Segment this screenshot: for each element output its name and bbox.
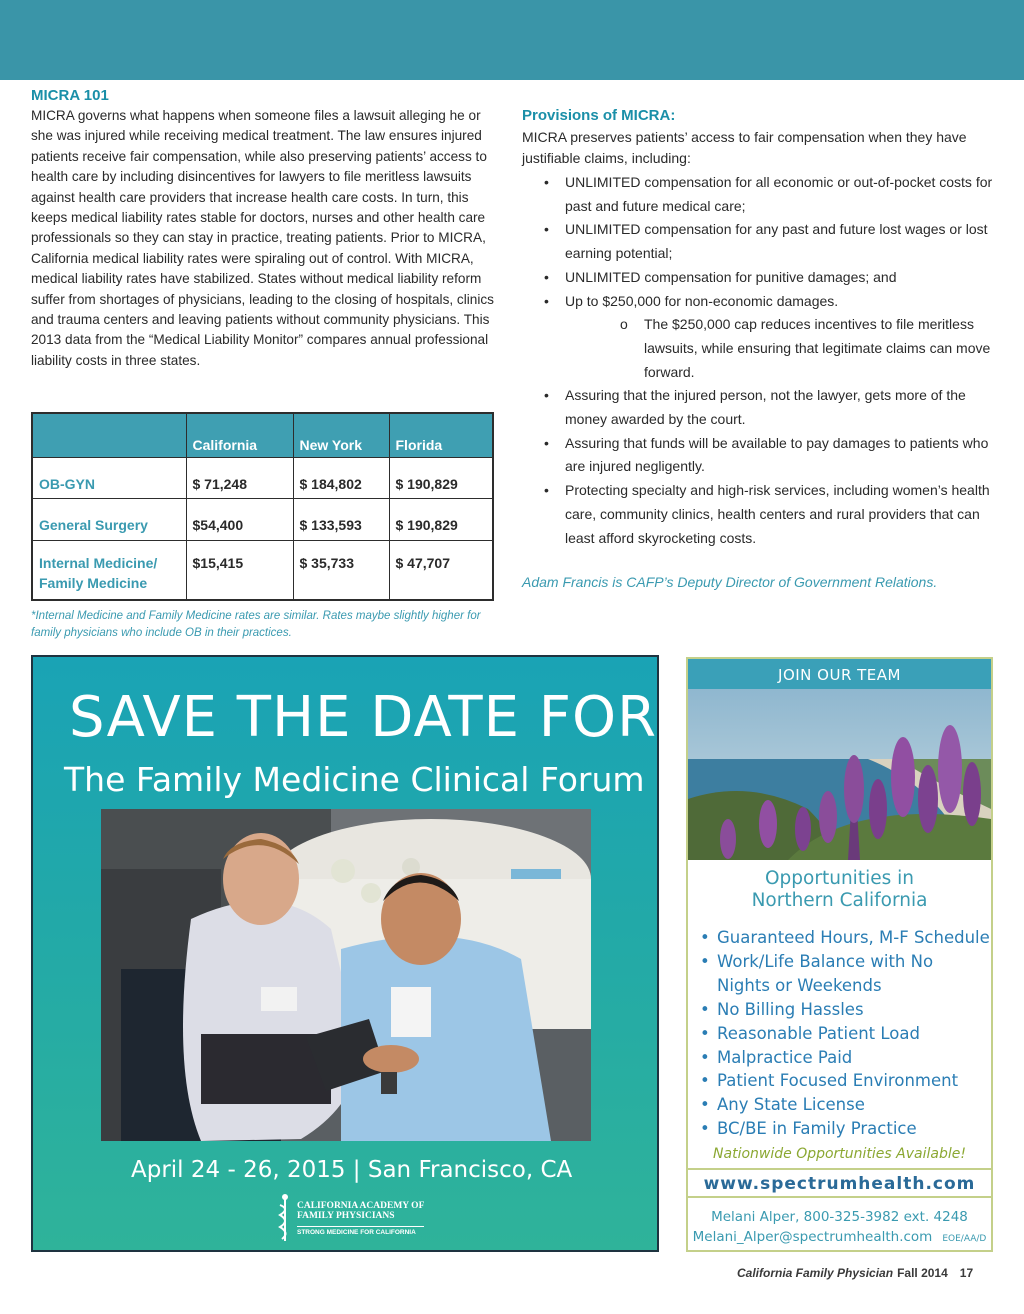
event-date-location: April 24 - 26, 2015 | San Francisco, CA — [131, 1157, 573, 1183]
forum-subtitle: The Family Medicine Clinical Forum — [64, 760, 645, 799]
contact-phone: Melani Alper, 800-325-3982 ext. 4248 — [711, 1209, 968, 1225]
bullet-icon: • — [700, 1119, 710, 1139]
contact-email[interactable]: Melani_Alper@spectrumhealth.com — [692, 1229, 933, 1245]
list-item: • BC/BE in Family Practice — [688, 1117, 991, 1141]
list-item: • Any State License — [688, 1093, 991, 1117]
table-header-cell: California — [186, 413, 293, 457]
table-row — [32, 541, 493, 600]
join-our-team-ad — [686, 657, 993, 1252]
logo-tagline: STRONG MEDICINE FOR CALIFORNIA — [297, 1226, 424, 1236]
caduceus-icon — [277, 1193, 293, 1243]
cafp-logo — [277, 1193, 424, 1243]
bullet-icon: • — [544, 387, 549, 404]
bullet-icon: • — [544, 292, 549, 309]
bullet-icon: • — [544, 221, 549, 238]
list-item: • UNLIMITED compensation for any past and future lost wages or lost earning potential; — [522, 218, 997, 265]
join-title-line2: Northern California — [751, 890, 928, 911]
list-item: • Patient Focused Environment — [688, 1069, 991, 1093]
save-the-date-ad — [31, 655, 659, 1252]
issue-label: Fall 2014 — [897, 1266, 948, 1280]
top-color-band — [0, 0, 1024, 80]
micra-101-body: MICRA governs what happens when someone files a lawsuit alleging he or she was injured while receiving medical treatment. The law ensures injured patients receive fair compensation, while also preserving patients’ access to health care by including disincentives for lawyers to file meritless lawsuits against health care providers that increase health care costs. In turn, this keeps medical liability rates stable for doctors, nurses and other health care professionals so they can stay in practice, treating patients. Prior to MICRA, California medical liability rates were spiraling out of control. With MICRA, medical liability rates have stabilized. States without medical liability reform suffer from shortages of physicians, leading to the closing of hospitals, clinics and trauma centers and leaving patients without community physicians. This 2013 data from the “Medical Liability Monitor” compares annual professional liability costs in three states. — [31, 108, 494, 368]
logo-org-line2: FAMILY PHYSICIANS — [297, 1210, 395, 1221]
bullet-icon: • — [544, 434, 549, 451]
bullet-icon: • — [544, 482, 549, 499]
list-item: • Up to $250,000 for non-economic damages. — [522, 290, 997, 314]
conference-photo-icon — [101, 809, 591, 1141]
bullet-icon: • — [700, 1023, 710, 1043]
table-cell: $ 184,802 — [293, 457, 389, 499]
nationwide-note: Nationwide Opportunities Available! — [713, 1146, 966, 1163]
logo-org-line1: CALIFORNIA ACADEMY OF — [297, 1200, 425, 1211]
bullet-icon: • — [700, 999, 710, 1019]
table-header-row — [32, 413, 493, 457]
table-header-cell: New York — [293, 413, 389, 457]
join-title — [688, 868, 991, 912]
bullet-icon: • — [700, 1095, 710, 1115]
eoe-note: EOE/AA/D — [942, 1234, 987, 1244]
table-corner-cell — [32, 413, 186, 457]
list-item: • Work/Life Balance with No Nights or Weekends — [700, 951, 934, 995]
list-item: • Reasonable Patient Load — [688, 1022, 991, 1046]
table-row-label: Internal Medicine/ Family Medicine — [32, 541, 186, 600]
bullet-icon: • — [700, 1071, 710, 1091]
provisions-section — [522, 106, 997, 593]
bullet-icon: • — [700, 951, 710, 971]
list-item: • Assuring that the injured person, not the lawyer, gets more of the money awarded by the court. — [522, 384, 997, 431]
bullet-icon: • — [700, 1047, 710, 1067]
list-item: • UNLIMITED compensation for all economic or out-of-pocket costs for past and future medical care; — [522, 171, 997, 218]
save-the-date-title: SAVE THE DATE FOR — [69, 685, 657, 750]
list-item: • No Billing Hassles — [688, 998, 991, 1022]
list-item: • Assuring that funds will be available to pay damages to patients who are injured negligently. — [522, 432, 997, 479]
bullet-icon: • — [544, 268, 549, 285]
join-title-line1: Opportunities in — [765, 868, 914, 889]
table-cell: $ 71,248 — [186, 457, 293, 499]
liability-cost-table — [31, 412, 494, 601]
table-cell: $ 35,733 — [293, 541, 389, 600]
provisions-heading: Provisions of MICRA: — [522, 107, 676, 124]
table-footnote: *Internal Medicine and Family Medicine rates are similar. Rates maybe slightly higher for family physicians who include OB in their practices. — [31, 610, 481, 639]
table-header-cell: Florida — [389, 413, 493, 457]
list-item: • UNLIMITED compensation for punitive damages; and — [522, 266, 997, 290]
provisions-list — [522, 171, 997, 550]
table-row — [32, 457, 493, 499]
list-item: • Guaranteed Hours, M-F Schedule — [688, 926, 991, 950]
coastal-flowers-photo-icon — [688, 689, 991, 860]
page-number: 17 — [959, 1266, 974, 1280]
contact-info — [688, 1207, 991, 1249]
table-cell: $54,400 — [186, 499, 293, 541]
provisions-intro: MICRA preserves patients’ access to fair compensation when they have justifiable claims, including: — [522, 129, 967, 166]
bullet-icon: • — [700, 928, 710, 947]
website-link[interactable]: www.spectrumhealth.com — [688, 1168, 991, 1198]
join-header: JOIN OUR TEAM — [688, 659, 991, 689]
list-item: • Malpractice Paid — [688, 1046, 991, 1070]
sub-list-item: o The $250,000 cap reduces incentives to file meritless lawsuits, while ensuring that legitimate claims can move forward. — [522, 313, 997, 384]
page-footer — [737, 1266, 973, 1280]
sub-bullet-icon: o — [620, 316, 628, 333]
table-cell: $15,415 — [186, 541, 293, 600]
table-row-label: OB-GYN — [32, 457, 186, 499]
table-cell: $ 133,593 — [293, 499, 389, 541]
list-item: • Protecting specialty and high-risk services, including women’s health care, community clinics, health centers and rural providers that can least afford skyrocketing costs. — [522, 479, 997, 550]
table-cell: $ 47,707 — [389, 541, 493, 600]
benefits-list — [688, 926, 991, 1141]
publication-name: California Family Physician — [737, 1266, 894, 1280]
micra-101-section — [31, 86, 499, 371]
table-cell: $ 190,829 — [389, 457, 493, 499]
table-cell: $ 190,829 — [389, 499, 493, 541]
micra-101-heading: MICRA 101 — [31, 87, 109, 104]
bullet-icon: • — [544, 174, 549, 190]
author-byline: Adam Francis is CAFP’s Deputy Director of Government Relations. — [522, 574, 938, 591]
table-row — [32, 499, 493, 541]
table-row-label: General Surgery — [32, 499, 186, 541]
